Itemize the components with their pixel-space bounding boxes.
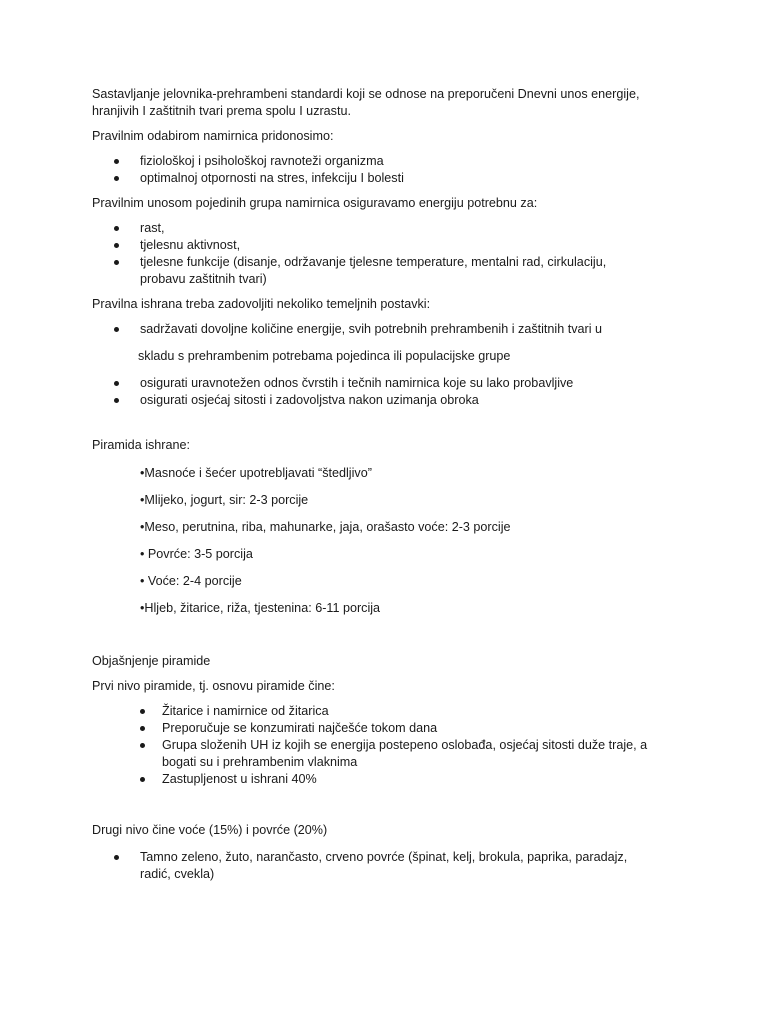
- bullet-icon: [140, 777, 145, 782]
- intro-line-1: Sastavljanje jelovnika-prehrambeni standardi koji se odnose na preporučeni Dnevni unos energije,: [92, 87, 640, 101]
- bullet-icon: [114, 226, 119, 231]
- level1-heading: Prvi nivo piramide, tj. osnovu piramide čine:: [92, 679, 335, 693]
- explanation-heading: Objašnjenje piramide: [92, 654, 211, 668]
- pyramid-item: •Masnoće i šećer upotrebljavati “štedljivo”: [140, 466, 372, 480]
- section3-heading: Pravilna ishrana treba zadovoljiti nekoliko temeljnih postavki:: [92, 297, 431, 311]
- bullet-icon: [114, 260, 119, 265]
- pyramid-item: •Hljeb, žitarice, riža, tjestenina: 6-11 porcija: [140, 601, 381, 615]
- list-item: Grupa složenih UH iz kojih se energija postepeno oslobađa, osjećaj sitosti duže traje, a bogati su i prehrambenim vlaknima: [92, 737, 682, 771]
- document-page: [92, 86, 682, 891]
- section3-list-b: [92, 375, 682, 409]
- level1-list: [92, 703, 682, 788]
- section2-heading: Pravilnim unosom pojedinih grupa namirnica osiguravamo energiju potrebnu za:: [92, 196, 538, 210]
- section2-list: [92, 220, 682, 288]
- list-item: optimalnoj otpornosti na stres, infekciju I bolesti: [92, 170, 682, 187]
- bullet-icon: [140, 743, 145, 748]
- level2-list: [92, 849, 682, 883]
- list-item: fiziološkoj i psihološkoj ravnoteži organizma: [92, 153, 682, 170]
- list-item: Tamno zeleno, žuto, narančasto, crveno povrće (špinat, kelj, brokula, paprika, paradajz, radić, cvekla): [92, 849, 682, 883]
- pyramid-heading: Piramida ishrane:: [92, 438, 190, 452]
- list-item: sadržavati dovoljne količine energije, svih potrebnih prehrambenih i zaštitnih tvari u: [92, 321, 682, 338]
- section3-item1-continuation: skladu s prehrambenim potrebama pojedinca ili populacijske grupe: [138, 349, 511, 363]
- list-item: rast,: [92, 220, 682, 237]
- intro-line-2: hranjivih I zaštitnih tvari prema spolu I uzrastu.: [92, 104, 351, 118]
- pyramid-item: •Mlijeko, jogurt, sir: 2-3 porcije: [140, 493, 309, 507]
- pyramid-item: •Meso, perutnina, riba, mahunarke, jaja, orašasto voće: 2-3 porcije: [140, 520, 511, 534]
- section1-list: [92, 153, 682, 187]
- bullet-icon: [114, 176, 119, 181]
- bullet-icon: [114, 327, 119, 332]
- list-item: tjelesne funkcije (disanje, održavanje tjelesne temperature, mentalni rad, cirkulaciju, probavu zaštitnih tvari): [92, 254, 682, 288]
- list-item: Zastupljenost u ishrani 40%: [92, 771, 682, 788]
- section3-list-a: [92, 321, 682, 338]
- bullet-icon: [140, 709, 145, 714]
- bullet-icon: [140, 726, 145, 731]
- bullet-icon: [114, 243, 119, 248]
- list-item: osigurati uravnotežen odnos čvrstih i tečnih namirnica koje su lako probavljive: [92, 375, 682, 392]
- pyramid-item: • Voće: 2-4 porcije: [140, 574, 242, 588]
- list-item: Preporučuje se konzumirati najčešće tokom dana: [92, 720, 682, 737]
- list-item: tjelesnu aktivnost,: [92, 237, 682, 254]
- bullet-icon: [114, 855, 119, 860]
- intro-paragraph: [92, 86, 682, 120]
- section1-heading: Pravilnim odabirom namirnica pridonosimo:: [92, 129, 334, 143]
- bullet-icon: [114, 159, 119, 164]
- level2-heading: Drugi nivo čine voće (15%) i povrće (20%): [92, 823, 328, 837]
- bullet-icon: [114, 398, 119, 403]
- pyramid-item: • Povrće: 3-5 porcija: [140, 547, 253, 561]
- bullet-icon: [114, 381, 119, 386]
- pyramid-list: [92, 465, 682, 617]
- list-item: Žitarice i namirnice od žitarica: [92, 703, 682, 720]
- list-item: osigurati osjećaj sitosti i zadovoljstva nakon uzimanja obroka: [92, 392, 682, 409]
